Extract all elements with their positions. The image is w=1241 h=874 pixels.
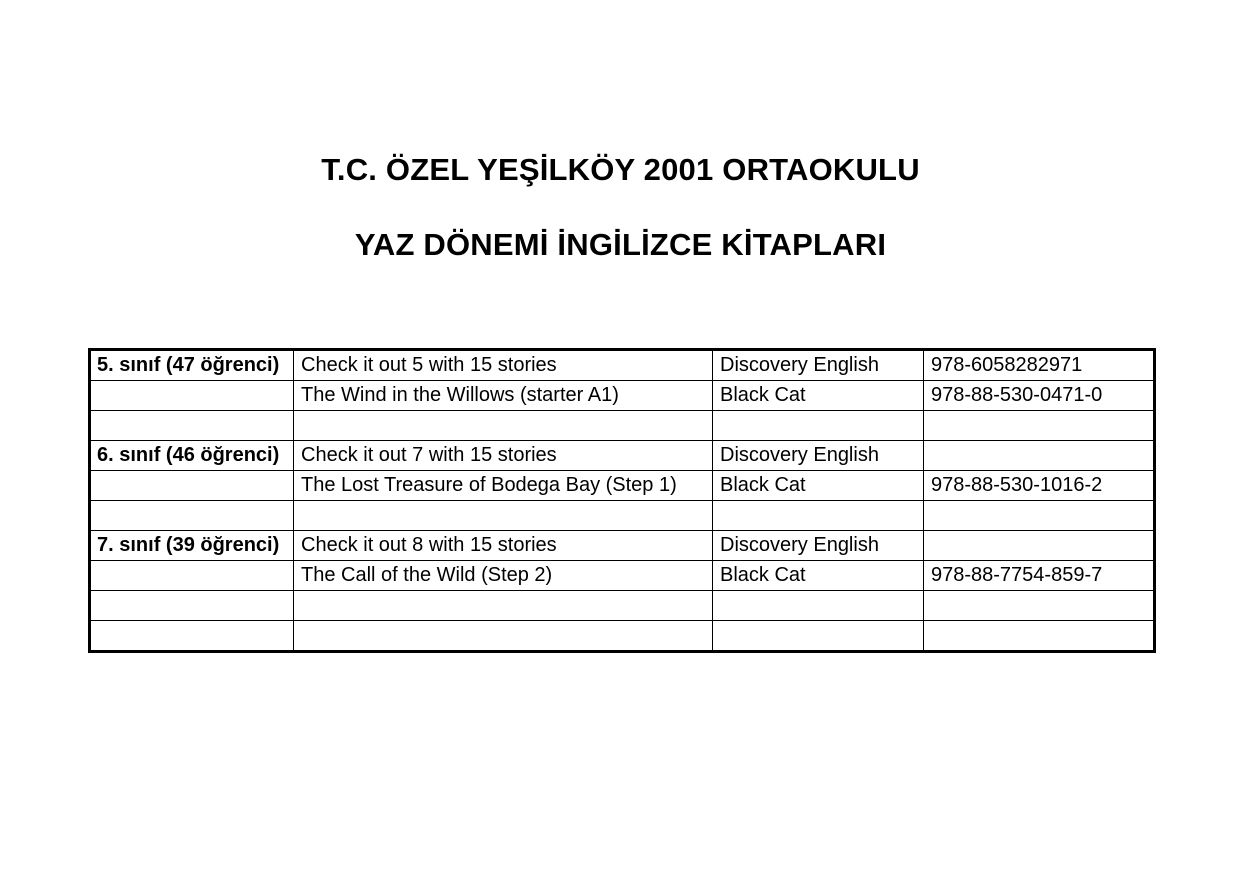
publisher-cell: [713, 501, 924, 531]
book-title-cell: The Lost Treasure of Bodega Bay (Step 1): [294, 471, 713, 501]
grade-cell: [90, 561, 294, 591]
book-title-cell: [294, 621, 713, 652]
grade-cell: 7. sınıf (39 öğrenci): [90, 531, 294, 561]
table-row: [90, 621, 1155, 652]
grade-cell: [90, 471, 294, 501]
publisher-cell: [713, 591, 924, 621]
publisher-cell: Black Cat: [713, 561, 924, 591]
publisher-cell: [713, 621, 924, 652]
book-title-cell: [294, 411, 713, 441]
isbn-cell: [924, 621, 1155, 652]
publisher-cell: Discovery English: [713, 531, 924, 561]
grade-cell: [90, 591, 294, 621]
grade-cell: [90, 381, 294, 411]
book-title-cell: Check it out 7 with 15 stories: [294, 441, 713, 471]
grade-cell: [90, 411, 294, 441]
isbn-cell: 978-6058282971: [924, 350, 1155, 381]
table-row: [90, 501, 1155, 531]
isbn-cell: [924, 441, 1155, 471]
isbn-cell: 978-88-530-1016-2: [924, 471, 1155, 501]
publisher-cell: [713, 411, 924, 441]
book-title-cell: Check it out 5 with 15 stories: [294, 350, 713, 381]
book-title-cell: The Call of the Wild (Step 2): [294, 561, 713, 591]
grade-cell: [90, 621, 294, 652]
isbn-cell: [924, 411, 1155, 441]
table-row: [90, 381, 1155, 411]
table-row: [90, 561, 1155, 591]
grade-cell: 5. sınıf (47 öğrenci): [90, 350, 294, 381]
grade-cell: [90, 501, 294, 531]
table-row: [90, 441, 1155, 471]
publisher-cell: Discovery English: [713, 441, 924, 471]
grade-cell: 6. sınıf (46 öğrenci): [90, 441, 294, 471]
document-title: T.C. ÖZEL YEŞİLKÖY 2001 ORTAOKULU: [321, 152, 920, 187]
publisher-cell: Black Cat: [713, 381, 924, 411]
table-row: [90, 350, 1155, 381]
table-row: [90, 591, 1155, 621]
isbn-cell: [924, 501, 1155, 531]
book-title-cell: [294, 591, 713, 621]
book-title-cell: Check it out 8 with 15 stories: [294, 531, 713, 561]
publisher-cell: Discovery English: [713, 350, 924, 381]
isbn-cell: [924, 531, 1155, 561]
table-row: [90, 411, 1155, 441]
document-subtitle: YAZ DÖNEMİ İNGİLİZCE KİTAPLARI: [354, 227, 887, 262]
isbn-cell: 978-88-530-0471-0: [924, 381, 1155, 411]
table-row: [90, 531, 1155, 561]
book-title-cell: The Wind in the Willows (starter A1): [294, 381, 713, 411]
book-title-cell: [294, 501, 713, 531]
isbn-cell: 978-88-7754-859-7: [924, 561, 1155, 591]
book-list-table: [88, 348, 1156, 653]
publisher-cell: Black Cat: [713, 471, 924, 501]
isbn-cell: [924, 591, 1155, 621]
table-row: [90, 471, 1155, 501]
